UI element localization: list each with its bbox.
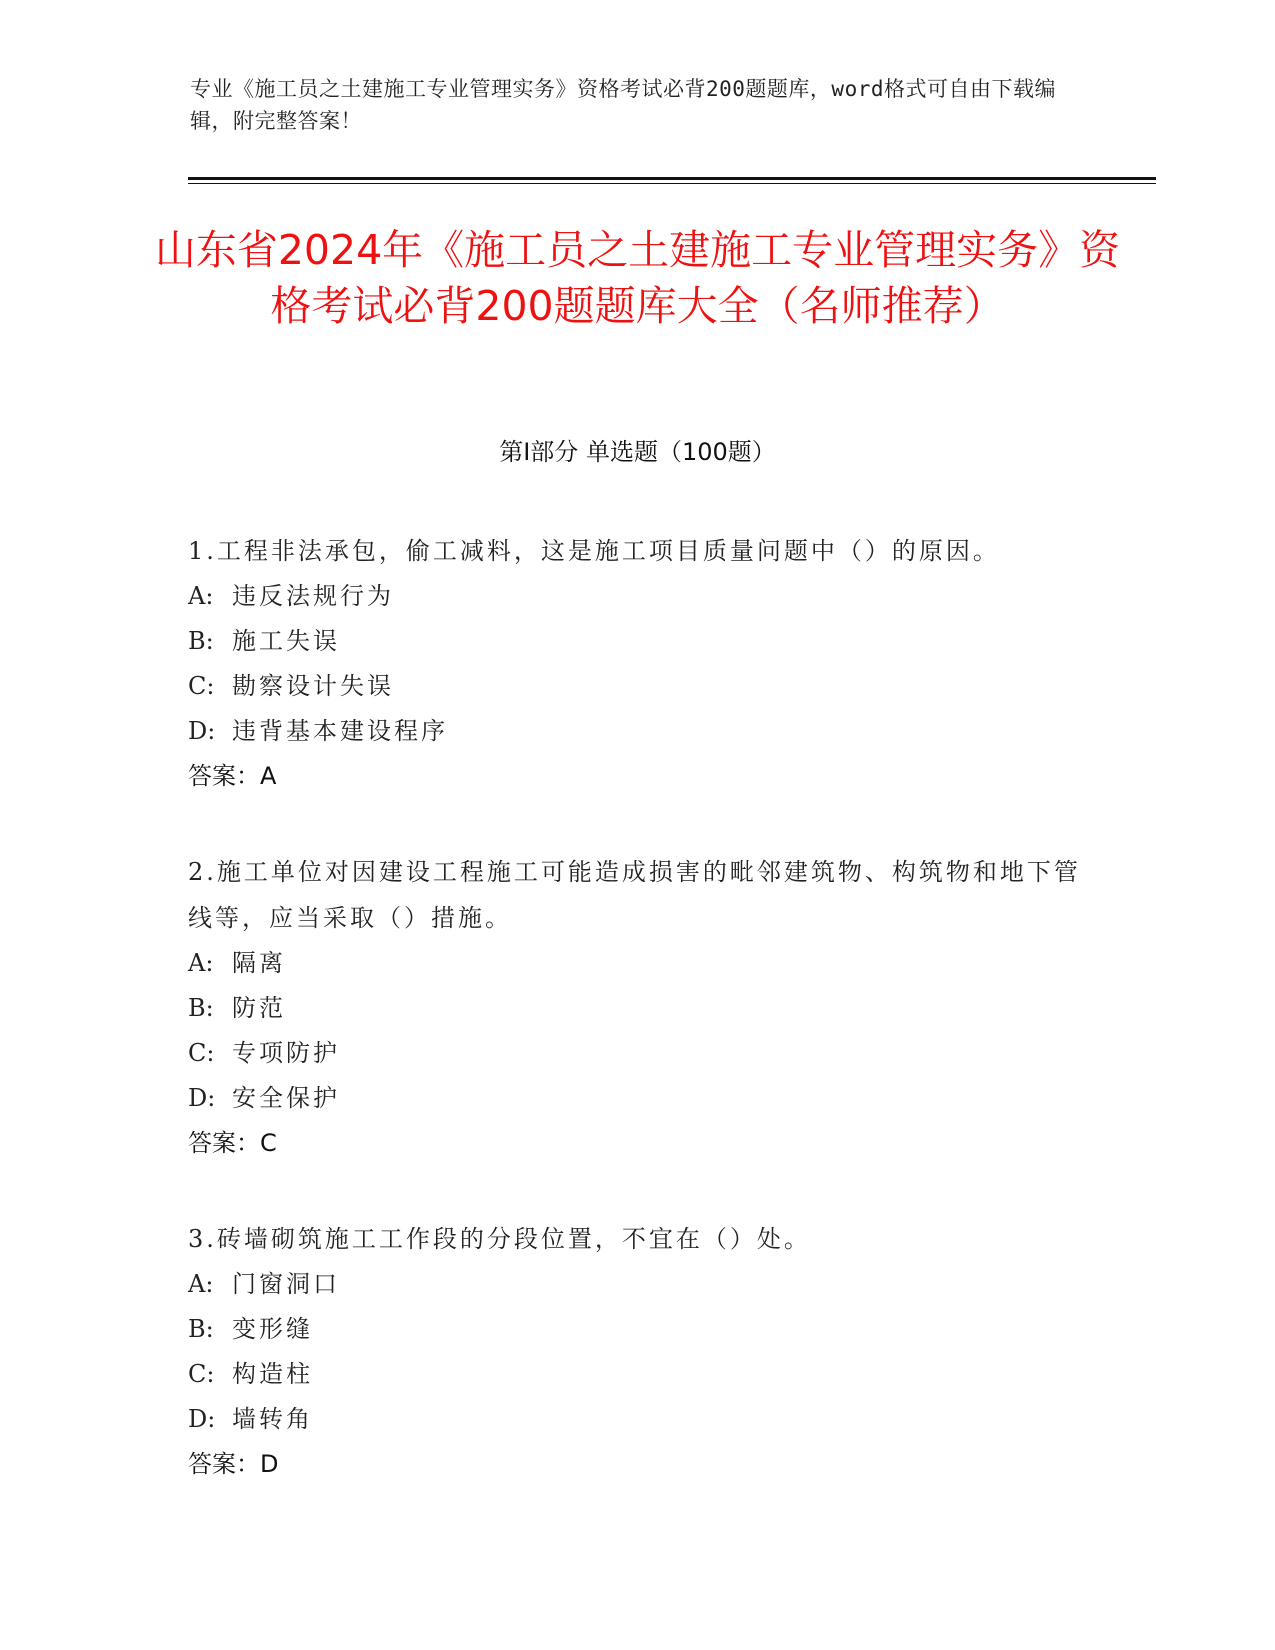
option-letter: D:	[188, 1405, 216, 1433]
option-text: 安全保护	[232, 1084, 340, 1112]
option-letter: D:	[188, 717, 216, 745]
option-text: 门窗洞口	[232, 1270, 340, 1298]
option-b	[188, 1307, 1088, 1352]
option-d	[188, 1397, 1088, 1442]
option-text: 违反法规行为	[232, 582, 394, 610]
option-letter: D:	[188, 1084, 216, 1112]
answer-line: 答案：A	[188, 762, 277, 790]
option-b	[188, 619, 1088, 664]
option-a	[188, 574, 1088, 619]
question-stem: 1.工程非法承包，偷工减料，这是施工项目质量问题中（）的原因。	[188, 537, 1000, 565]
option-c	[188, 1352, 1088, 1397]
option-text: 专项防护	[232, 1039, 340, 1067]
question-list	[188, 528, 1088, 1537]
option-c	[188, 664, 1088, 709]
header-divider-thin	[188, 183, 1156, 184]
option-letter: B:	[188, 627, 214, 655]
option-letter: A:	[188, 582, 214, 610]
option-a	[188, 941, 1088, 986]
answer-line: 答案：C	[188, 1129, 277, 1157]
option-text: 防范	[232, 994, 286, 1022]
option-text: 变形缝	[232, 1315, 313, 1343]
header-note: 专业《施工员之土建施工专业管理实务》资格考试必背200题题库，word格式可自由下载编辑，附完整答案！	[190, 77, 1056, 133]
option-letter: C:	[188, 1039, 215, 1067]
option-text: 构造柱	[232, 1360, 313, 1388]
option-letter: A:	[188, 1270, 214, 1298]
option-letter: C:	[188, 1360, 215, 1388]
option-b	[188, 986, 1088, 1031]
document-title: 山东省2024年《施工员之土建施工专业管理实务》资格考试必背200题题库大全（名师推荐）	[154, 226, 1121, 330]
option-letter: A:	[188, 949, 214, 977]
question-stem: 2.施工单位对因建设工程施工可能造成损害的毗邻建筑物、构筑物和地下管线等，应当采取（）措施。	[188, 858, 1081, 932]
answer-line: 答案：D	[188, 1450, 279, 1478]
option-d	[188, 1076, 1088, 1121]
header-divider-thick	[188, 177, 1156, 180]
question-item	[188, 849, 1088, 1166]
option-text: 勘察设计失误	[232, 672, 394, 700]
question-item	[188, 528, 1088, 799]
question-item	[188, 1216, 1088, 1487]
option-c	[188, 1031, 1088, 1076]
option-letter: B:	[188, 994, 214, 1022]
option-text: 隔离	[232, 949, 286, 977]
section-title: 第I部分 单选题（100题）	[499, 438, 776, 466]
question-stem: 3.砖墙砌筑施工工作段的分段位置，不宜在（）处。	[188, 1225, 811, 1253]
option-letter: B:	[188, 1315, 214, 1343]
option-text: 违背基本建设程序	[232, 717, 448, 745]
option-a	[188, 1262, 1088, 1307]
option-text: 施工失误	[232, 627, 340, 655]
option-text: 墙转角	[232, 1405, 313, 1433]
option-letter: C:	[188, 672, 215, 700]
option-d	[188, 709, 1088, 754]
